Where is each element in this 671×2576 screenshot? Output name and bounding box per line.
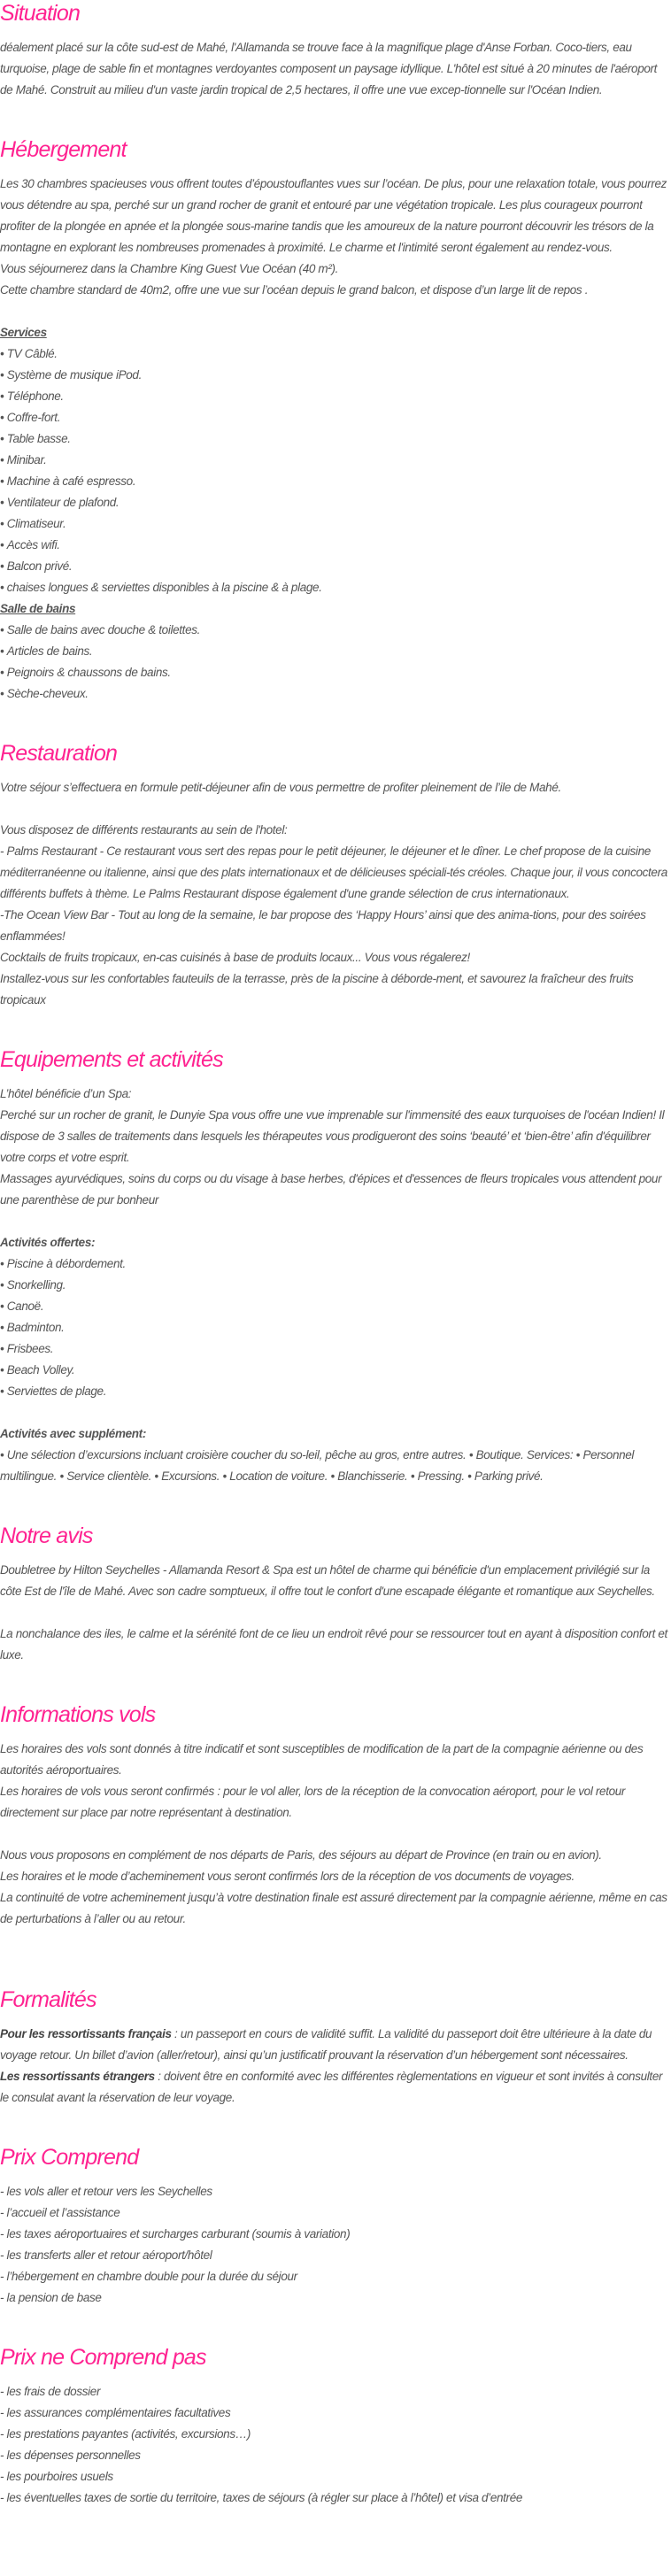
list-item: - la pension de base — [0, 2287, 671, 2309]
list-item: - les pourboires usuels — [0, 2466, 671, 2487]
list-item: • Machine à café espresso. — [0, 471, 671, 492]
section-title-vols: Informations vols — [0, 1702, 156, 1727]
list-item: • chaises longues & serviettes disponibles à la piscine & à plage. — [0, 577, 671, 598]
spacer — [0, 1602, 671, 1623]
restauration-line: - Palms Restaurant - Ce restaurant vous sert des repas pour le petit déjeuner, le déjeuner et le dîner. Le chef propose de la cuisine méditerranéenne ou italienne, ainsi que des plats internationaux et de délicieuses spéciali-tés créoles. Chaque jour, il vous concoctera différents buffets à thème. Le Palms Restaurant dispose également d'une grande sélection de crus internationaux. — [0, 845, 667, 900]
bath-list — [0, 620, 671, 705]
list-item: • Coffre-fort. — [0, 407, 671, 428]
formalites-french-text: : un passeport en cours de validité suffit. La validité du passeport doit être ultérieure à la date du voyage retour. Un billet d’avion (aller/retour), ainsi qu’un justificatif prouvant la réservation d’un hébergement sont nécessaires. — [0, 2027, 652, 2062]
avis-paragraph: Doubletree by Hilton Seychelles - Allamanda Resort & Spa est un hôtel de charme qui bénéficie d'un emplacement privilégié sur la côte Est de l'île de Mahé. Avec son cadre somptueux, il offre tout le confort d'une escapade élégante et romantique aux Seychelles. — [0, 1563, 655, 1598]
list-item: • Système de musique iPod. — [0, 365, 671, 386]
section-title-hebergement: Hébergement — [0, 137, 127, 162]
formalites-foreign-label: Les ressortissants étrangers — [0, 2070, 155, 2083]
equipements-line: Massages ayurvédiques, soins du corps ou du visage à base herbes, d'épices et d'essences de fleurs tropicales vous attendent pour une parenthèse de pur bonheur — [0, 1172, 662, 1207]
section-title-prix-non: Prix ne Comprend pas — [0, 2345, 206, 2370]
restauration-line: -The Ocean View Bar - Tout au long de la semaine, le bar propose des ‘Happy Hours’ ainsi que des anima-tions, pour des soirées enflammées! — [0, 908, 646, 943]
section-vols — [0, 1701, 671, 1930]
list-item: • Minibar. — [0, 450, 671, 471]
section-formalites — [0, 1986, 671, 2109]
list-item: - les dépenses personnelles — [0, 2445, 671, 2466]
list-item: - les assurances complémentaires facultatives — [0, 2402, 671, 2424]
section-title-restauration: Restauration — [0, 741, 118, 766]
list-item: • Snorkelling. — [0, 1275, 671, 1296]
restauration-line: Installez-vous sur les confortables fauteuils de la terrasse, près de la piscine à déborde-ment, et savourez la fraîcheur des fruits tropicaux — [0, 972, 634, 1006]
list-item: • Table basse. — [0, 428, 671, 450]
extra-activities-text: • Une sélection d’excursions incluant croisière coucher du so-leil, pêche au gros, entre autres. • Boutique. Services: • Personnel multilingue. • Service clientèle. • Excursions. • Location de voiture. • Blanchisserie. • Pressing. • Parking privé. — [0, 1448, 635, 1483]
vols-line: La continuité de votre acheminement jusqu’à votre destination finale est assuré directement par la compagnie aérienne, même en cas de perturbations à l’aller ou au retour. — [0, 1891, 667, 1925]
formalites-french-label: Pour les ressortissants français — [0, 2027, 172, 2040]
spacer — [0, 1402, 671, 1423]
list-item: • Peignoirs & chaussons de bains. — [0, 662, 671, 683]
section-title-avis: Notre avis — [0, 1523, 93, 1548]
section-title-prix-comprend: Prix Comprend — [0, 2145, 139, 2170]
situation-text: déalement placé sur la côte sud-est de Mahé, l'Allamanda se trouve face à la magnifique plage d'Anse Forban. Coco-tiers, eau turquoise, plage de sable fin et montagnes verdoyantes composent un paysage idyllique. L'hôtel est situé à 20 minutes de l'aéroport de Mahé. Construit au milieu d'un vaste jardin tropical de 2,5 hectares, il offre une vue excep-tionnelle sur l'Océan Indien. — [0, 41, 658, 96]
spacer — [0, 705, 671, 740]
list-item: - les frais de dossier — [0, 2381, 671, 2402]
spacer — [0, 2109, 671, 2144]
list-item: • Téléphone. — [0, 386, 671, 407]
section-situation — [0, 0, 671, 101]
list-item: - les transferts aller et retour aéroport/hôtel — [0, 2245, 671, 2266]
list-item: • Climatiseur. — [0, 513, 671, 535]
section-title-situation: Situation — [0, 1, 81, 26]
list-item: • Salle de bains avec douche & toilettes. — [0, 620, 671, 641]
list-item: - l’accueil et l’assistance — [0, 2202, 671, 2224]
prix-non-list — [0, 2381, 671, 2509]
spacer — [0, 798, 671, 820]
list-item: • Accès wifi. — [0, 535, 671, 556]
spacer — [0, 1011, 671, 1046]
services-title: Services — [0, 326, 47, 339]
section-equipements — [0, 1046, 671, 1487]
extra-activities-title: Activités avec supplément: — [0, 1427, 146, 1440]
services-list — [0, 343, 671, 598]
list-item: • Sèche-cheveux. — [0, 683, 671, 705]
list-item: • Serviettes de plage. — [0, 1381, 671, 1402]
formalites-french — [0, 2024, 671, 2066]
spacer — [0, 1211, 671, 1232]
avis-paragraph: La nonchalance des iles, le calme et la sérénité font de ce lieu un endroit rêvé pour se ressourcer tout en ayant à disposition confort et luxe. — [0, 1627, 667, 1662]
equipements-line: Perché sur un rocher de granit, le Dunyie Spa vous offre une vue imprenable sur l'immensité des eaux turquoises de l'océan Indien! Il dispose de 3 salles de traitements dans lesquels les thérapeutes vous prodigueront des soins ‘beauté’ et ‘bien-être’ afin d'équilibrer votre corps et votre esprit. — [0, 1108, 665, 1164]
spacer — [0, 1930, 671, 1965]
list-item: • Canoë. — [0, 1296, 671, 1317]
restauration-line: Cocktails de fruits tropicaux, en-cas cuisinés à base de produits locaux... Vous vous régalerez! — [0, 951, 470, 964]
hebergement-intro: Les 30 chambres spacieuses vous offrent toutes d’époustouflantes vues sur l’océan. De plus, pour une relaxation totale, vous pourrez vous détendre au spa, perché sur un grand rocher de granit et entouré par une végétation tropicale. Les plus courageux pourront profiter de la plongée en apnée et la plongée sous-marine tandis que les amoureux de la nature pourront découvrir les trésors de la montagne en explorant les nombreuses promenades à proximité. Le charme et l'intimité seront également au rendez-vous. — [0, 177, 667, 254]
spacer — [0, 101, 671, 136]
spacer — [0, 1965, 671, 1986]
list-item: • TV Câblé. — [0, 343, 671, 365]
section-avis — [0, 1523, 671, 1666]
formalites-foreign-text: : doivent être en conformité avec les différentes règlementations en vigueur et sont invités à consulter le consulat avant la réservation de leur voyage. — [0, 2070, 663, 2104]
equipements-line: L’hôtel bénéficie d’un Spa: — [0, 1087, 132, 1100]
spacer — [0, 1487, 671, 1523]
spacer — [0, 1824, 671, 1845]
section-prix-comprend — [0, 2144, 671, 2309]
bath-title: Salle de bains — [0, 602, 76, 615]
formalites-foreign — [0, 2066, 671, 2109]
list-item: - les éventuelles taxes de sortie du territoire, taxes de séjours (à régler sur place à l’hôtel) et visa d’entrée — [0, 2487, 671, 2509]
list-item: - l’hébergement en chambre double pour la durée du séjour — [0, 2266, 671, 2287]
vols-line: Nous vous proposons en complément de nos départs de Paris, des séjours au départ de Province (en train ou en avion). — [0, 1848, 602, 1862]
vols-line: Les horaires des vols sont donnés à titre indicatif et sont susceptibles de modification de la part de la compagnie aérienne ou des autorités aéroportuaires. — [0, 1742, 644, 1777]
section-restauration — [0, 740, 671, 1011]
spacer — [0, 1666, 671, 1701]
spacer — [0, 301, 671, 322]
list-item: • Frisbees. — [0, 1338, 671, 1360]
list-item: - les taxes aéroportuaires et surcharges carburant (soumis à variation) — [0, 2224, 671, 2245]
list-item: • Piscine à débordement. — [0, 1253, 671, 1275]
list-item: • Ventilateur de plafond. — [0, 492, 671, 513]
list-item: • Badminton. — [0, 1317, 671, 1338]
list-item: • Balcon privé. — [0, 556, 671, 577]
offered-activities-title: Activités offertes: — [0, 1236, 96, 1249]
section-title-equipements: Equipements et activités — [0, 1047, 223, 1072]
restauration-intro: Votre séjour s’effectuera en formule petit-déjeuner afin de vous permettre de profiter pleinement de l’ile de Mahé. — [0, 781, 561, 794]
list-item: • Articles de bains. — [0, 641, 671, 662]
vols-line: Les horaires de vols vous seront confirmés : pour le vol aller, lors de la réception de la convocation aéroport, pour le vol retour directement sur place par notre représentant à destination. — [0, 1785, 626, 1819]
spacer — [0, 2309, 671, 2344]
section-hebergement — [0, 136, 671, 705]
restauration-line: Vous disposez de différents restaurants au sein de l'hotel: — [0, 823, 288, 837]
hebergement-room-desc: Cette chambre standard de 40m2, offre une vue sur l’océan depuis le grand balcon, et dispose d’un large lit de repos . — [0, 283, 589, 297]
vols-line: Les horaires et le mode d’acheminement vous seront confirmés lors de la réception de vos documents de voyages. — [0, 1870, 575, 1883]
list-item: - les vols aller et retour vers les Seychelles — [0, 2181, 671, 2202]
list-item: - les prestations payantes (activités, excursions…) — [0, 2424, 671, 2445]
section-prix-non — [0, 2344, 671, 2509]
offered-activities-list — [0, 1253, 671, 1402]
hebergement-room-line: Vous séjournerez dans la Chambre King Guest Vue Océan (40 m²). — [0, 262, 339, 275]
list-item: • Beach Volley. — [0, 1360, 671, 1381]
prix-comprend-list — [0, 2181, 671, 2309]
section-title-formalites: Formalités — [0, 1987, 96, 2012]
